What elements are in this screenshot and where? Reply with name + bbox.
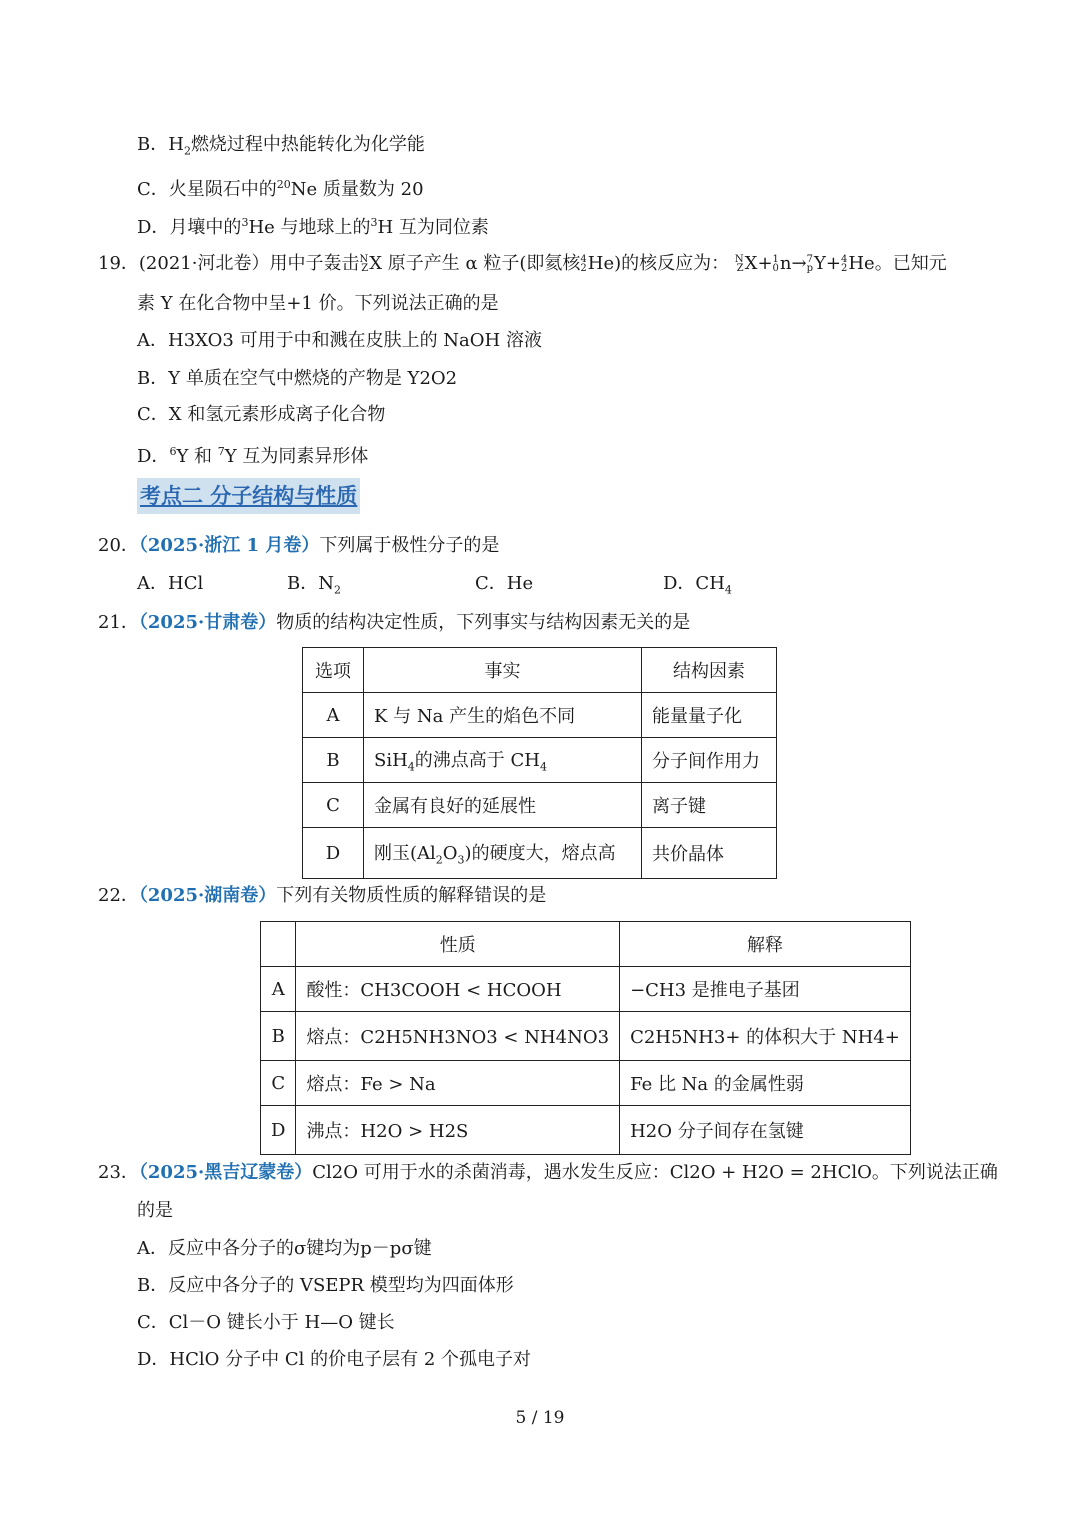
table-cell: B [303,738,364,783]
q19-stem-line2: 素 Y 在化合物中呈+1 价。下列说法正确的是 [137,293,499,314]
q20-stem: 20．（2025·浙江 1 月卷）下列属于极性分子的是 [98,535,500,556]
q21-table [302,647,777,879]
q23-option-c: C．Cl－O 键长小于 H—O 键长 [137,1312,395,1333]
q19-option-d: D．$^6$Y 和 $^7$Y 互为同素异形体 [137,445,369,467]
table-header-row [261,922,911,967]
table-row [261,1012,911,1061]
table-header: 选项 [303,648,364,693]
q23-stem-line2: 的是 [137,1200,173,1221]
table-cell: 分子间作用力 [642,738,777,783]
q18-option-c: C．火星陨石中的$^{20}$Ne 质量数为 20 [137,178,424,200]
table-row [303,783,777,828]
page-number: 5 / 19 [515,1408,565,1428]
table-cell: K 与 Na 产生的焰色不同 [364,693,642,738]
table-cell: H2O 分子间存在氢键 [620,1106,911,1155]
table-row [303,738,777,783]
table-cell: A [303,693,364,738]
table-cell: 酸性：CH3COOH < HCOOH [296,967,620,1012]
table-cell: C [303,783,364,828]
table-cell: 刚玉$(Al_2O_3)$的硬度大，熔点高 [364,828,642,879]
table-cell: B [261,1012,296,1061]
q20-option-d: D．$CH_4$ [663,573,732,597]
q18-option-b: B．$H_2$燃烧过程中热能转化为化学能 [137,134,425,158]
table-row [303,693,777,738]
q20-option-b: B．$N_2$ [287,573,341,597]
table-row [261,1106,911,1155]
table-header: 性质 [296,922,620,967]
q20-option-a: A．HCl [137,573,204,594]
table-row [303,828,777,879]
table-cell: 熔点：Fe > Na [296,1061,620,1106]
table-header: 事实 [364,648,642,693]
table-cell: SiH$_4$的沸点高于 $CH_4$ [364,738,642,783]
table-cell: A [261,967,296,1012]
table-header: 解释 [620,922,911,967]
table-header [261,922,296,967]
table-cell: 金属有良好的延展性 [364,783,642,828]
table-cell: 离子键 [642,783,777,828]
q22-table [260,921,911,1155]
table-cell: 能量量子化 [642,693,777,738]
q23-stem-line1: 23．（2025·黑吉辽蒙卷）Cl2O 可用于水的杀菌消毒，遇水发生反应：Cl2O + H2O = 2HClO。下列说法正确 [98,1162,998,1183]
table-row [261,967,911,1012]
section-title: 考点二 分子结构与性质 [137,478,360,514]
table-cell: 共价晶体 [642,828,777,879]
table-header-row [303,648,777,693]
q19-stem-line1: 19．(2021·河北卷）用中子轰击 N Z X 原子产生 α 粒子(即氦核 4 2 He)的核反应为： N Z X+ 1 0 n→ 7 p Y+ 4 2 He。已知元 [98,253,947,274]
q19-option-b: B．Y 单质在空气中燃烧的产物是 Y2O2 [137,368,458,389]
table-cell: C2H5NH3+ 的体积大于 NH4+ [620,1012,911,1061]
q23-option-b: B．反应中各分子的 VSEPR 模型均为四面体形 [137,1275,514,1296]
q22-stem: 22．（2025·湖南卷）下列有关物质性质的解释错误的是 [98,885,547,906]
q19-option-c: C．X 和氢元素形成离子化合物 [137,404,386,425]
q23-option-a: A．反应中各分子的σ键均为p－pσ键 [137,1238,432,1259]
q20-options [137,572,837,596]
table-cell: −CH3 是推电子基团 [620,967,911,1012]
table-cell: D [303,828,364,879]
table-cell: D [261,1106,296,1155]
q18-option-d: D．月壤中的$^3$He 与地球上的$^3$H 互为同位素 [137,216,489,238]
table-cell: 熔点：C2H5NH3NO3 < NH4NO3 [296,1012,620,1061]
table-cell: 沸点：H2O > H2S [296,1106,620,1155]
table-cell: Fe 比 Na 的金属性弱 [620,1061,911,1106]
table-row [261,1061,911,1106]
q19-option-a: A．H3XO3 可用于中和溅在皮肤上的 NaOH 溶液 [137,330,542,351]
table-header: 结构因素 [642,648,777,693]
table-cell: C [261,1061,296,1106]
q21-stem: 21．（2025·甘肃卷）物质的结构决定性质，下列事实与结构因素无关的是 [98,612,691,633]
q23-option-d: D．HClO 分子中 Cl 的价电子层有 2 个孤电子对 [137,1349,532,1370]
q20-option-c: C．He [475,573,534,594]
